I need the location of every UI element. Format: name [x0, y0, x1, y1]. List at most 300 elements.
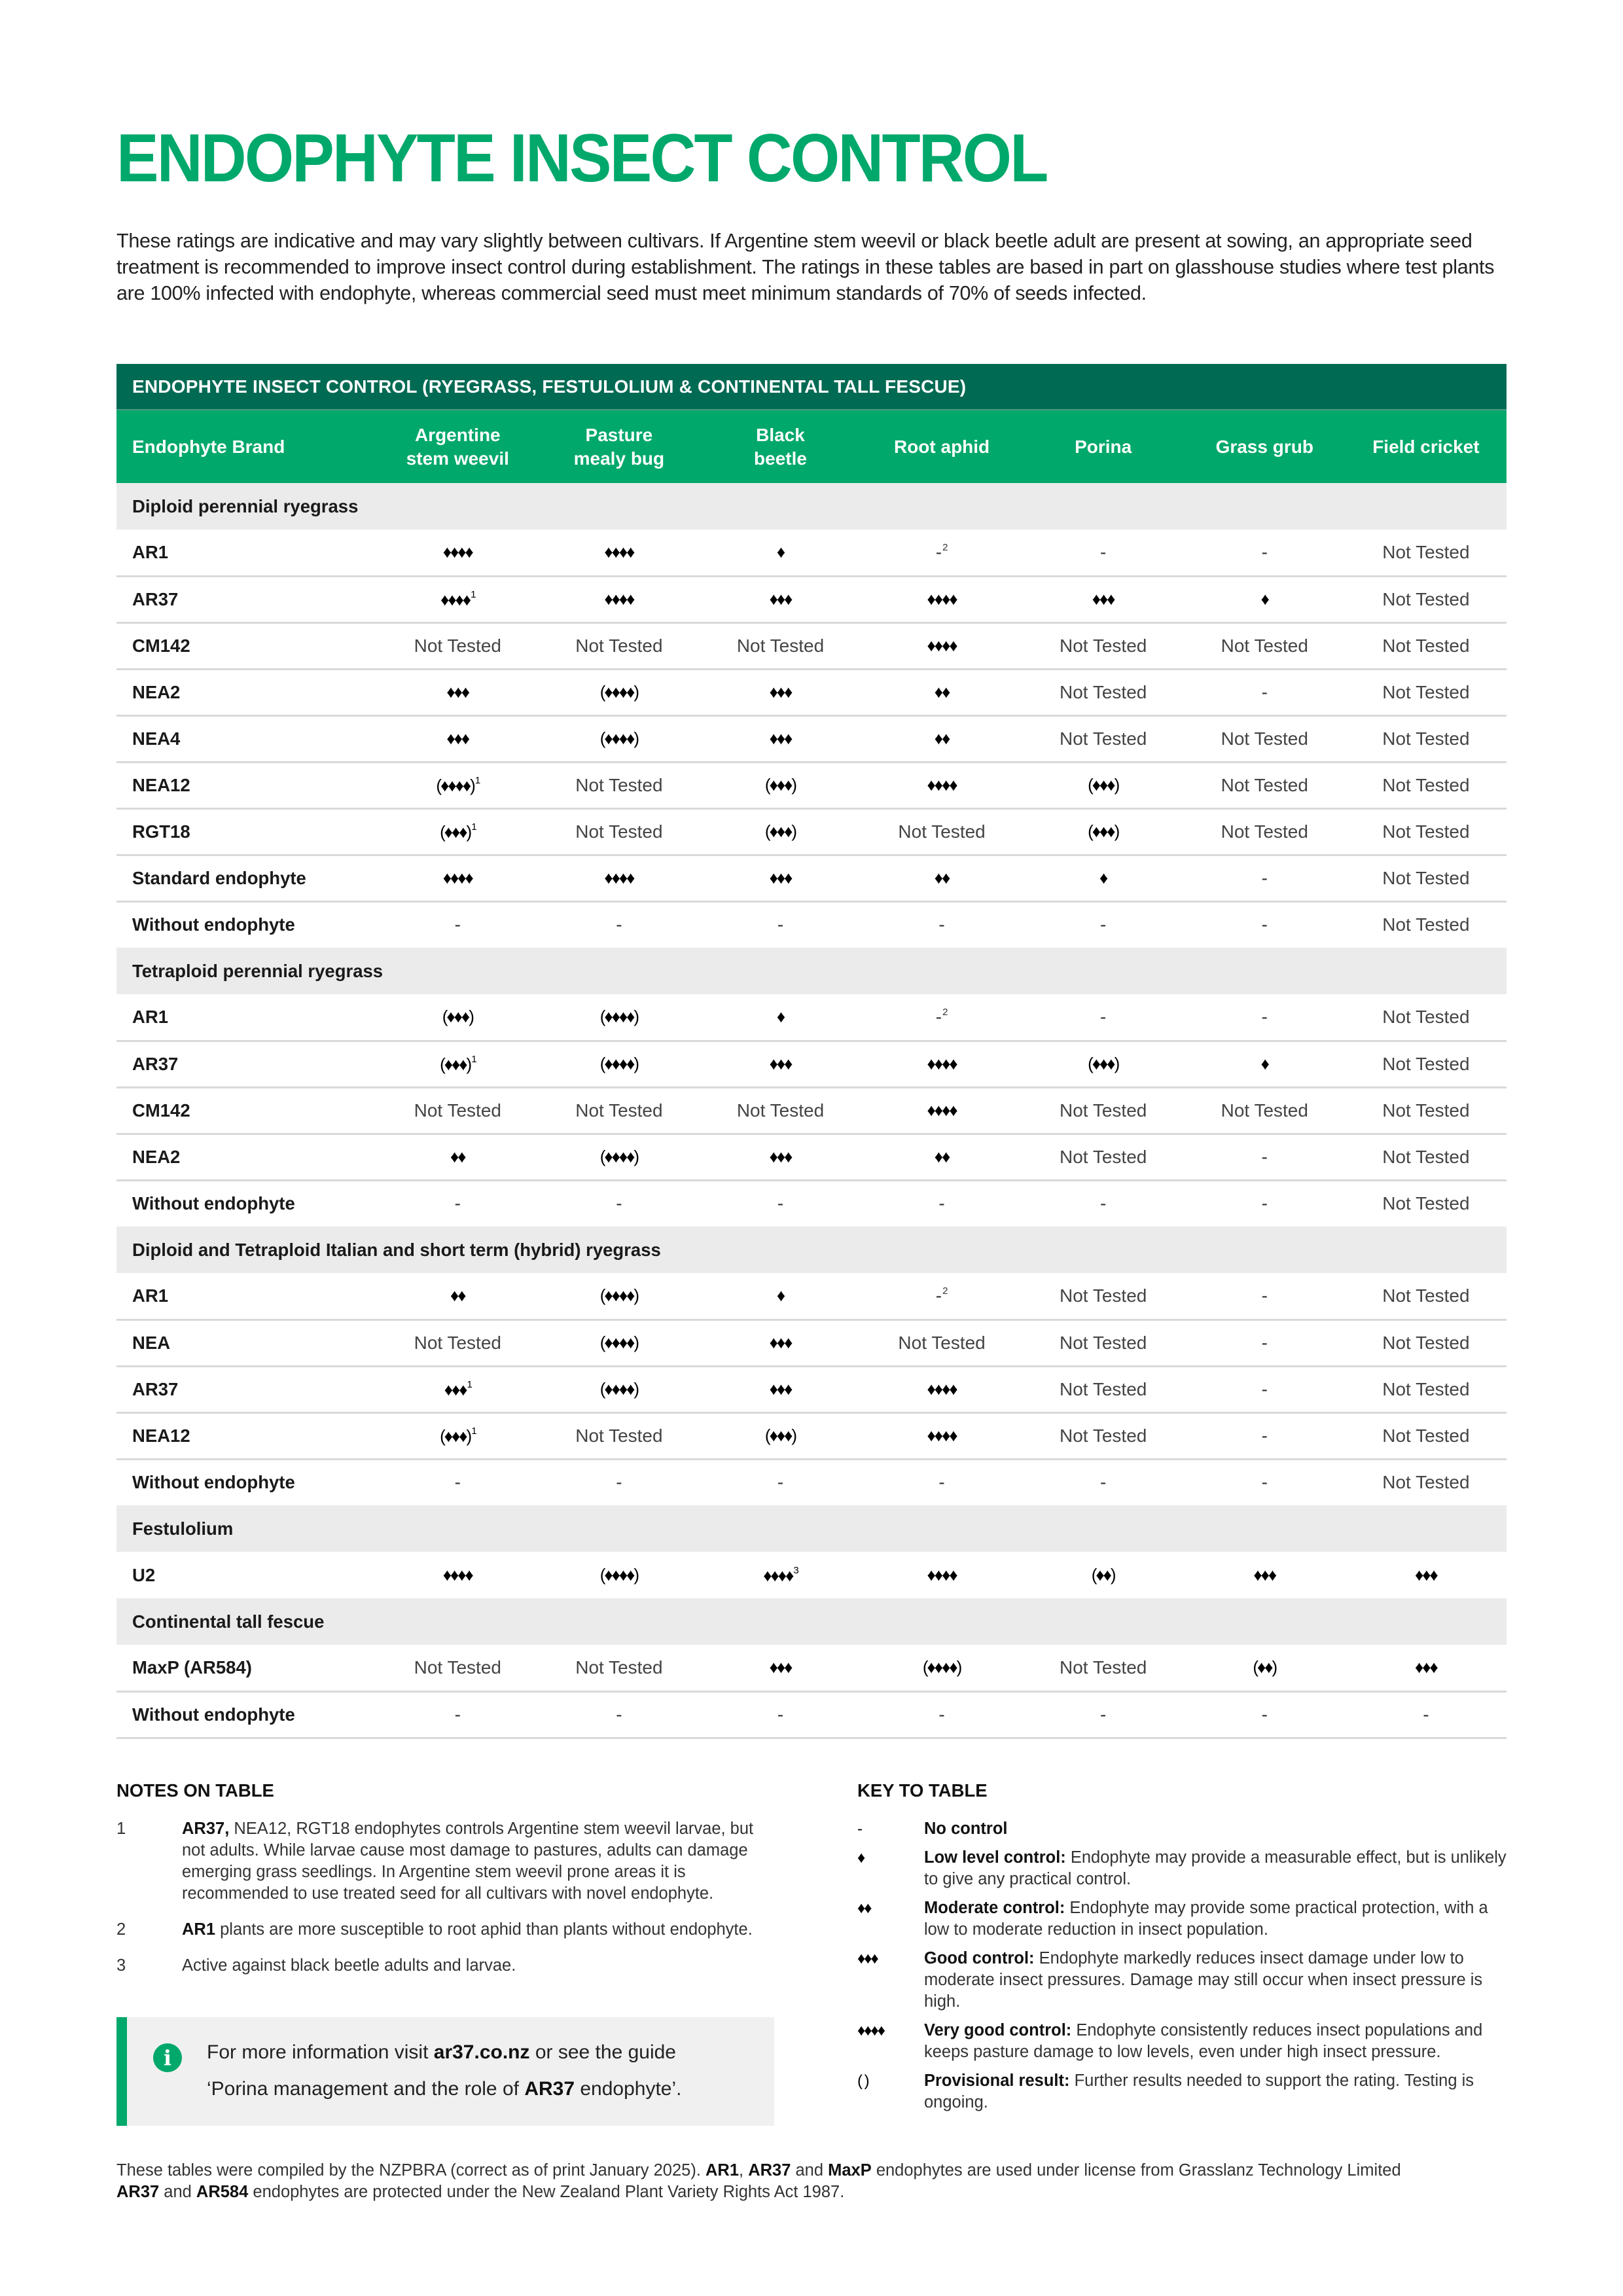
column-header-line-2: mealy bug [573, 448, 665, 469]
rating-cell [1184, 1087, 1346, 1134]
rating-cell [539, 762, 700, 808]
table-row [116, 1134, 1507, 1180]
rating-cell [1022, 1180, 1184, 1227]
table-row [116, 1691, 1507, 1738]
rating-value: - [1261, 1146, 1268, 1167]
rating-cell [539, 669, 700, 715]
rating-value: - [938, 1193, 945, 1214]
page-title: ENDOPHYTE INSECT CONTROL [116, 120, 1047, 196]
insect-control-table [116, 364, 1507, 1739]
rating-value: ♦♦ [934, 868, 950, 888]
rating-value: - [1261, 681, 1268, 702]
rating-cell [539, 1645, 700, 1691]
rating-cell [1022, 994, 1184, 1041]
rating-value: ♦♦♦♦ [440, 589, 471, 609]
rating-cell [1346, 901, 1507, 948]
rating-cell [861, 1041, 1023, 1087]
footer-segment: endophytes are used under license from Grasslanz Technology Limited [871, 2161, 1401, 2179]
rating-value: Not Tested [575, 821, 663, 842]
rating-value: Not Tested [1382, 1472, 1470, 1493]
rating-cell [539, 1319, 700, 1366]
table-row [116, 576, 1507, 622]
rating-cell [1184, 715, 1346, 762]
rating-cell [539, 622, 700, 669]
footnote-ref: 1 [471, 1425, 476, 1437]
rating-cell [377, 1552, 539, 1598]
rating-value: ♦♦♦ [1414, 1565, 1437, 1585]
rating-value: Not Tested [1382, 728, 1470, 749]
rating-cell [377, 1691, 539, 1738]
rating-cell [1022, 901, 1184, 948]
rating-cell [861, 1412, 1023, 1459]
rating-value: ♦♦♦♦ [927, 775, 957, 795]
rating-cell [861, 1552, 1023, 1598]
footer-segment: endophytes are protected under the New Zealand Plant Variety Rights Act 1987. [248, 2183, 845, 2201]
rating-value: ♦♦ [934, 728, 950, 748]
rating-cell [700, 994, 861, 1041]
rating-value: Not Tested [414, 1100, 501, 1121]
rating-value: ♦♦♦♦ [927, 1379, 957, 1399]
rating-value: ♦♦♦ [446, 728, 469, 748]
rating-value: ♦♦ [450, 1147, 465, 1166]
footer-segment: and [159, 2183, 196, 2201]
rating-cell [377, 1041, 539, 1087]
footer-segment: AR584 [196, 2183, 249, 2201]
rating-value: Not Tested [1060, 1378, 1147, 1399]
rating-cell [700, 669, 861, 715]
rating-cell [539, 1273, 700, 1319]
column-header [377, 410, 539, 483]
rating-value: ♦♦♦♦ [604, 589, 634, 609]
rating-value: (♦♦♦♦) [922, 1657, 961, 1677]
rating-cell [861, 1645, 1023, 1691]
endophyte-brand-cell: Without endophyte [116, 1691, 377, 1738]
group-name: Festulolium [116, 1505, 1507, 1552]
rating-value: ♦♦♦♦ [927, 1426, 957, 1445]
footnote-ref: 1 [471, 821, 476, 833]
rating-cell [1184, 1645, 1346, 1691]
footnote-ref: 3 [793, 1564, 798, 1576]
key-list [857, 1818, 1507, 2113]
rating-value: (♦♦♦♦) [436, 775, 474, 795]
rating-cell [1346, 808, 1507, 855]
rating-cell [377, 1645, 539, 1691]
rating-value: - [1261, 1285, 1268, 1306]
rating-value: ♦♦♦♦ [442, 1565, 473, 1585]
table-body [116, 483, 1507, 1738]
rating-cell [1184, 1319, 1346, 1366]
column-header-line-2: beetle [754, 448, 807, 469]
rating-cell [1184, 576, 1346, 622]
rating-value: Not Tested [1382, 1425, 1470, 1446]
rating-value: (♦♦♦♦) [599, 1054, 639, 1073]
rating-cell [861, 1134, 1023, 1180]
table-row [116, 1180, 1507, 1227]
rating-cell [700, 808, 861, 855]
rating-value: Not Tested [575, 1657, 663, 1677]
rating-cell [861, 1459, 1023, 1505]
rating-cell [700, 1134, 861, 1180]
rating-cell [700, 1180, 861, 1227]
rating-value: ♦♦♦ [769, 868, 792, 888]
rating-value: - [938, 1472, 945, 1493]
rating-value: - [935, 1006, 942, 1027]
rating-value: (♦♦♦♦) [599, 1333, 639, 1352]
rating-cell [861, 808, 1023, 855]
note-item [116, 1919, 771, 1941]
rating-cell [377, 576, 539, 622]
rating-value: ♦♦♦ [769, 1379, 792, 1399]
rating-value: ♦♦♦♦ [604, 868, 634, 888]
rating-value: Not Tested [1060, 635, 1147, 656]
group-name: Diploid and Tetraploid Italian and short term (hybrid) ryegrass [116, 1227, 1507, 1273]
rating-cell [1346, 762, 1507, 808]
rating-value: - [1100, 914, 1107, 935]
key-text [924, 1948, 1507, 2013]
column-header-line-1: Black [756, 424, 805, 445]
rating-value: - [1261, 1193, 1268, 1214]
rating-value: ♦ [1260, 1054, 1268, 1073]
key-item [857, 1897, 1507, 1941]
rating-cell [700, 1041, 861, 1087]
rating-value: ♦♦♦♦ [927, 1054, 957, 1073]
rating-value: (♦♦♦) [764, 1426, 796, 1445]
rating-cell [1022, 1691, 1184, 1738]
endophyte-brand-cell: AR1 [116, 994, 377, 1041]
group-name: Diploid perennial ryegrass [116, 483, 1507, 529]
rating-value: (♦♦♦) [440, 821, 471, 842]
rating-value: - [935, 1285, 942, 1306]
rating-cell [1022, 762, 1184, 808]
rating-value: - [616, 914, 622, 935]
rating-value: - [1261, 1425, 1268, 1446]
key-section [857, 1780, 1507, 2121]
column-header [861, 410, 1023, 483]
rating-cell [1346, 1459, 1507, 1505]
rating-cell [539, 1041, 700, 1087]
rating-value: Not Tested [1382, 774, 1470, 795]
rating-cell [1184, 1412, 1346, 1459]
rating-value: ♦♦♦♦ [604, 542, 634, 562]
rating-value: ♦♦♦ [444, 1379, 467, 1399]
rating-cell [1022, 576, 1184, 622]
footer-segment: and [791, 2161, 829, 2179]
rating-value: ♦♦♦ [1092, 589, 1115, 609]
note-number: 3 [116, 1956, 126, 1975]
column-header [539, 410, 700, 483]
rating-cell [700, 715, 861, 762]
rating-value: - [777, 1704, 784, 1725]
rating-cell [1346, 1691, 1507, 1738]
rating-cell [1346, 1645, 1507, 1691]
note-bold: AR1 [182, 1920, 216, 1939]
footnote-ref: 1 [471, 588, 475, 600]
rating-cell [861, 529, 1023, 576]
footnote-ref: 2 [942, 541, 948, 553]
rating-cell [861, 715, 1023, 762]
key-item [857, 1847, 1507, 1890]
rating-cell [377, 1273, 539, 1319]
rating-cell [377, 529, 539, 576]
rating-value: (♦♦♦♦) [599, 682, 639, 702]
intro-paragraph: These ratings are indicative and may vary slightly between cultivars. If Argentine stem weevil or black beetle adult are present at sowing, an appropriate seed treatment is recommended to improve insect control during establishment. The ratings in these tables are based in part on glasshouse studies where test plants are 100% infected with endophyte, whereas commercial seed must meet minimum standards of 70% of seeds infected. [116, 230, 1495, 304]
rating-value: ♦♦♦♦ [927, 636, 957, 655]
rating-value: (♦♦♦♦) [599, 1379, 639, 1399]
rating-cell [1184, 529, 1346, 576]
rating-value: - [454, 1472, 461, 1493]
rating-cell [377, 1366, 539, 1412]
rating-cell [1184, 1459, 1346, 1505]
endophyte-brand-cell: CM142 [116, 1087, 377, 1134]
rating-cell [1346, 1412, 1507, 1459]
rating-cell [1184, 669, 1346, 715]
rating-value: (♦♦♦♦) [599, 1147, 639, 1166]
footer-line-2 [116, 2181, 1507, 2203]
table-row [116, 1366, 1507, 1412]
rating-value: Not Tested [575, 635, 663, 656]
rating-cell [1346, 715, 1507, 762]
rating-cell [861, 622, 1023, 669]
notes-section [116, 1780, 771, 1991]
footnote-ref: 1 [474, 774, 480, 786]
rating-value: Not Tested [1060, 1100, 1147, 1121]
rating-cell [1022, 855, 1184, 901]
rating-value: - [777, 1472, 784, 1493]
rating-cell [1184, 855, 1346, 901]
key-label: Provisional result: [924, 2072, 1070, 2090]
rating-cell [377, 1459, 539, 1505]
rating-value: Not Tested [736, 635, 825, 656]
info-text [207, 2034, 681, 2108]
rating-value: (♦♦♦) [1088, 1054, 1119, 1073]
rating-cell [861, 1087, 1023, 1134]
rating-cell [1346, 994, 1507, 1041]
rating-value: - [1261, 1704, 1268, 1725]
group-name: Tetraploid perennial ryegrass [116, 948, 1507, 994]
footnote-ref: 2 [942, 1006, 948, 1018]
notes-heading: NOTES ON TABLE [116, 1780, 274, 1801]
footer-segment: AR1 [705, 2161, 740, 2179]
key-symbol: ♦ [857, 1849, 865, 1867]
table-row [116, 994, 1507, 1041]
rating-cell [1346, 1552, 1507, 1598]
endophyte-brand-cell: NEA [116, 1319, 377, 1366]
rating-value: ♦ [776, 542, 785, 562]
rating-cell [700, 576, 861, 622]
table-title: ENDOPHYTE INSECT CONTROL (RYEGRASS, FESTULOLIUM & CONTINENTAL TALL FESCUE) [116, 364, 1507, 410]
rating-cell [1184, 808, 1346, 855]
rating-value: ♦♦♦ [769, 682, 792, 702]
rating-cell [1022, 1319, 1184, 1366]
table-row [116, 901, 1507, 948]
key-symbol: ♦♦♦♦ [857, 2022, 884, 2039]
rating-cell [1346, 529, 1507, 576]
endophyte-brand-cell: NEA2 [116, 1134, 377, 1180]
endophyte-brand-cell: NEA12 [116, 762, 377, 808]
key-description: Endophyte consistently reduces insect populations and keeps pasture damage to low levels, even under high insect pressure. [924, 2021, 1483, 2061]
rating-cell [377, 855, 539, 901]
rating-value: Not Tested [1382, 1193, 1470, 1214]
footer-segment: AR37 [116, 2183, 160, 2201]
rating-cell [539, 576, 700, 622]
rating-cell [700, 1645, 861, 1691]
rating-cell [1184, 622, 1346, 669]
rating-cell [700, 855, 861, 901]
rating-cell [700, 1552, 861, 1598]
key-symbol: - [857, 1820, 861, 1838]
rating-value: ♦ [776, 1285, 785, 1306]
rating-value: Not Tested [1221, 1100, 1308, 1121]
key-symbol: ♦♦ [857, 1899, 871, 1917]
rating-value: - [938, 1704, 945, 1725]
key-text [924, 1847, 1507, 1890]
rating-cell [861, 855, 1023, 901]
rating-cell [377, 1319, 539, 1366]
rating-value: - [1100, 1193, 1107, 1214]
endophyte-brand-cell: NEA12 [116, 1412, 377, 1459]
rating-value: ♦ [1099, 868, 1107, 888]
table-row [116, 529, 1507, 576]
rating-cell [1022, 1645, 1184, 1691]
table-row [116, 808, 1507, 855]
footnote-ref: 2 [942, 1285, 948, 1297]
table-row [116, 1552, 1507, 1598]
rating-value: ♦♦♦ [769, 728, 792, 748]
rating-cell [700, 762, 861, 808]
rating-value: - [935, 541, 942, 562]
rating-value: (♦♦♦♦) [599, 728, 639, 748]
rating-value: - [1261, 1472, 1268, 1493]
key-label: Good control: [924, 1949, 1035, 1967]
rating-cell [539, 529, 700, 576]
rating-value: ♦♦♦ [769, 1147, 792, 1166]
rating-value: Not Tested [575, 1100, 663, 1121]
key-text [924, 1897, 1507, 1941]
rating-value: (♦♦♦) [1088, 775, 1119, 795]
rating-value: - [454, 1704, 461, 1725]
rating-cell [1346, 1087, 1507, 1134]
rating-cell [700, 529, 861, 576]
table-row [116, 762, 1507, 808]
rating-cell [1022, 715, 1184, 762]
rating-cell [1346, 855, 1507, 901]
rating-cell [539, 1180, 700, 1227]
rating-cell [1346, 1273, 1507, 1319]
key-description: Endophyte may provide some practical protection, with a low to moderate reduction in insect population. [924, 1899, 1488, 1939]
rating-value: ♦♦♦ [1414, 1657, 1437, 1677]
rating-value: - [1100, 541, 1107, 562]
info-line-2: ‘Porina management and the role of AR37 endophyte’. [207, 2078, 682, 2100]
rating-cell [539, 1691, 700, 1738]
column-header [1346, 410, 1507, 483]
key-label: Very good control: [924, 2021, 1072, 2039]
rating-value: Not Tested [414, 1657, 501, 1677]
info-icon: i [153, 2043, 182, 2072]
rating-value: Not Tested [1382, 1285, 1470, 1306]
key-item [857, 2020, 1507, 2063]
column-header [116, 410, 377, 483]
rating-value: (♦♦) [1253, 1657, 1277, 1677]
note-text [182, 1919, 771, 1941]
table-row [116, 855, 1507, 901]
info-callout [116, 2017, 774, 2126]
rating-value: Not Tested [1382, 1378, 1470, 1399]
rating-cell [539, 1134, 700, 1180]
rating-cell [861, 1319, 1023, 1366]
rating-cell [1184, 1041, 1346, 1087]
rating-cell [539, 994, 700, 1041]
rating-value: - [1100, 1472, 1107, 1493]
group-header-row [116, 1227, 1507, 1273]
rating-cell [377, 901, 539, 948]
key-text [924, 2020, 1507, 2063]
ar37-website-link[interactable]: ar37.co.nz [433, 2041, 530, 2063]
rating-value: Not Tested [575, 774, 663, 795]
rating-value: Not Tested [1382, 1332, 1470, 1353]
rating-value: ♦♦♦♦ [927, 1565, 957, 1585]
rating-value: Not Tested [1221, 635, 1308, 656]
rating-cell [1022, 808, 1184, 855]
rating-cell [1022, 1459, 1184, 1505]
table-row [116, 1412, 1507, 1459]
note-text [182, 1955, 771, 1977]
rating-value: ♦♦♦♦ [927, 1100, 957, 1120]
rating-cell [377, 669, 539, 715]
rating-cell [1184, 1134, 1346, 1180]
endophyte-brand-cell: AR37 [116, 576, 377, 622]
group-header-row [116, 1598, 1507, 1645]
rating-value: Not Tested [1382, 1053, 1470, 1074]
rating-value: ♦♦♦ [446, 682, 469, 702]
footer-notice [116, 2160, 1507, 2203]
rating-cell [700, 1459, 861, 1505]
rating-cell [1346, 1180, 1507, 1227]
rating-value: - [777, 1193, 784, 1214]
footer-segment: AR37 [748, 2161, 791, 2179]
table-row [116, 1087, 1507, 1134]
rating-cell [861, 1180, 1023, 1227]
rating-cell [1346, 622, 1507, 669]
rating-value: Not Tested [1382, 821, 1470, 842]
rating-value: Not Tested [1060, 728, 1147, 749]
endophyte-brand-cell: MaxP (AR584) [116, 1645, 377, 1691]
note-body: Active against black beetle adults and larvae. [182, 1956, 516, 1975]
rating-value: ♦♦♦ [769, 589, 792, 609]
rating-cell [1022, 1552, 1184, 1598]
rating-cell [377, 994, 539, 1041]
table-title-row [116, 364, 1507, 410]
rating-value: Not Tested [1060, 1285, 1147, 1306]
rating-cell [539, 1459, 700, 1505]
column-header-row [116, 410, 1507, 483]
rating-value: Not Tested [414, 1332, 501, 1353]
endophyte-brand-cell: Without endophyte [116, 1180, 377, 1227]
rating-cell [1022, 1273, 1184, 1319]
rating-cell [1346, 1319, 1507, 1366]
rating-cell [377, 762, 539, 808]
rating-value: ♦ [1260, 589, 1268, 609]
footnote-ref: 1 [467, 1378, 471, 1390]
rating-value: - [1261, 867, 1268, 888]
rating-cell [700, 1412, 861, 1459]
note-bold: AR37, [182, 1820, 230, 1838]
rating-value: (♦♦♦) [764, 821, 796, 841]
column-header-line-1: Argentine [414, 424, 501, 445]
endophyte-brand-cell: AR1 [116, 529, 377, 576]
rating-cell [700, 1319, 861, 1366]
rating-cell [1184, 1366, 1346, 1412]
endophyte-brand-cell: U2 [116, 1552, 377, 1598]
